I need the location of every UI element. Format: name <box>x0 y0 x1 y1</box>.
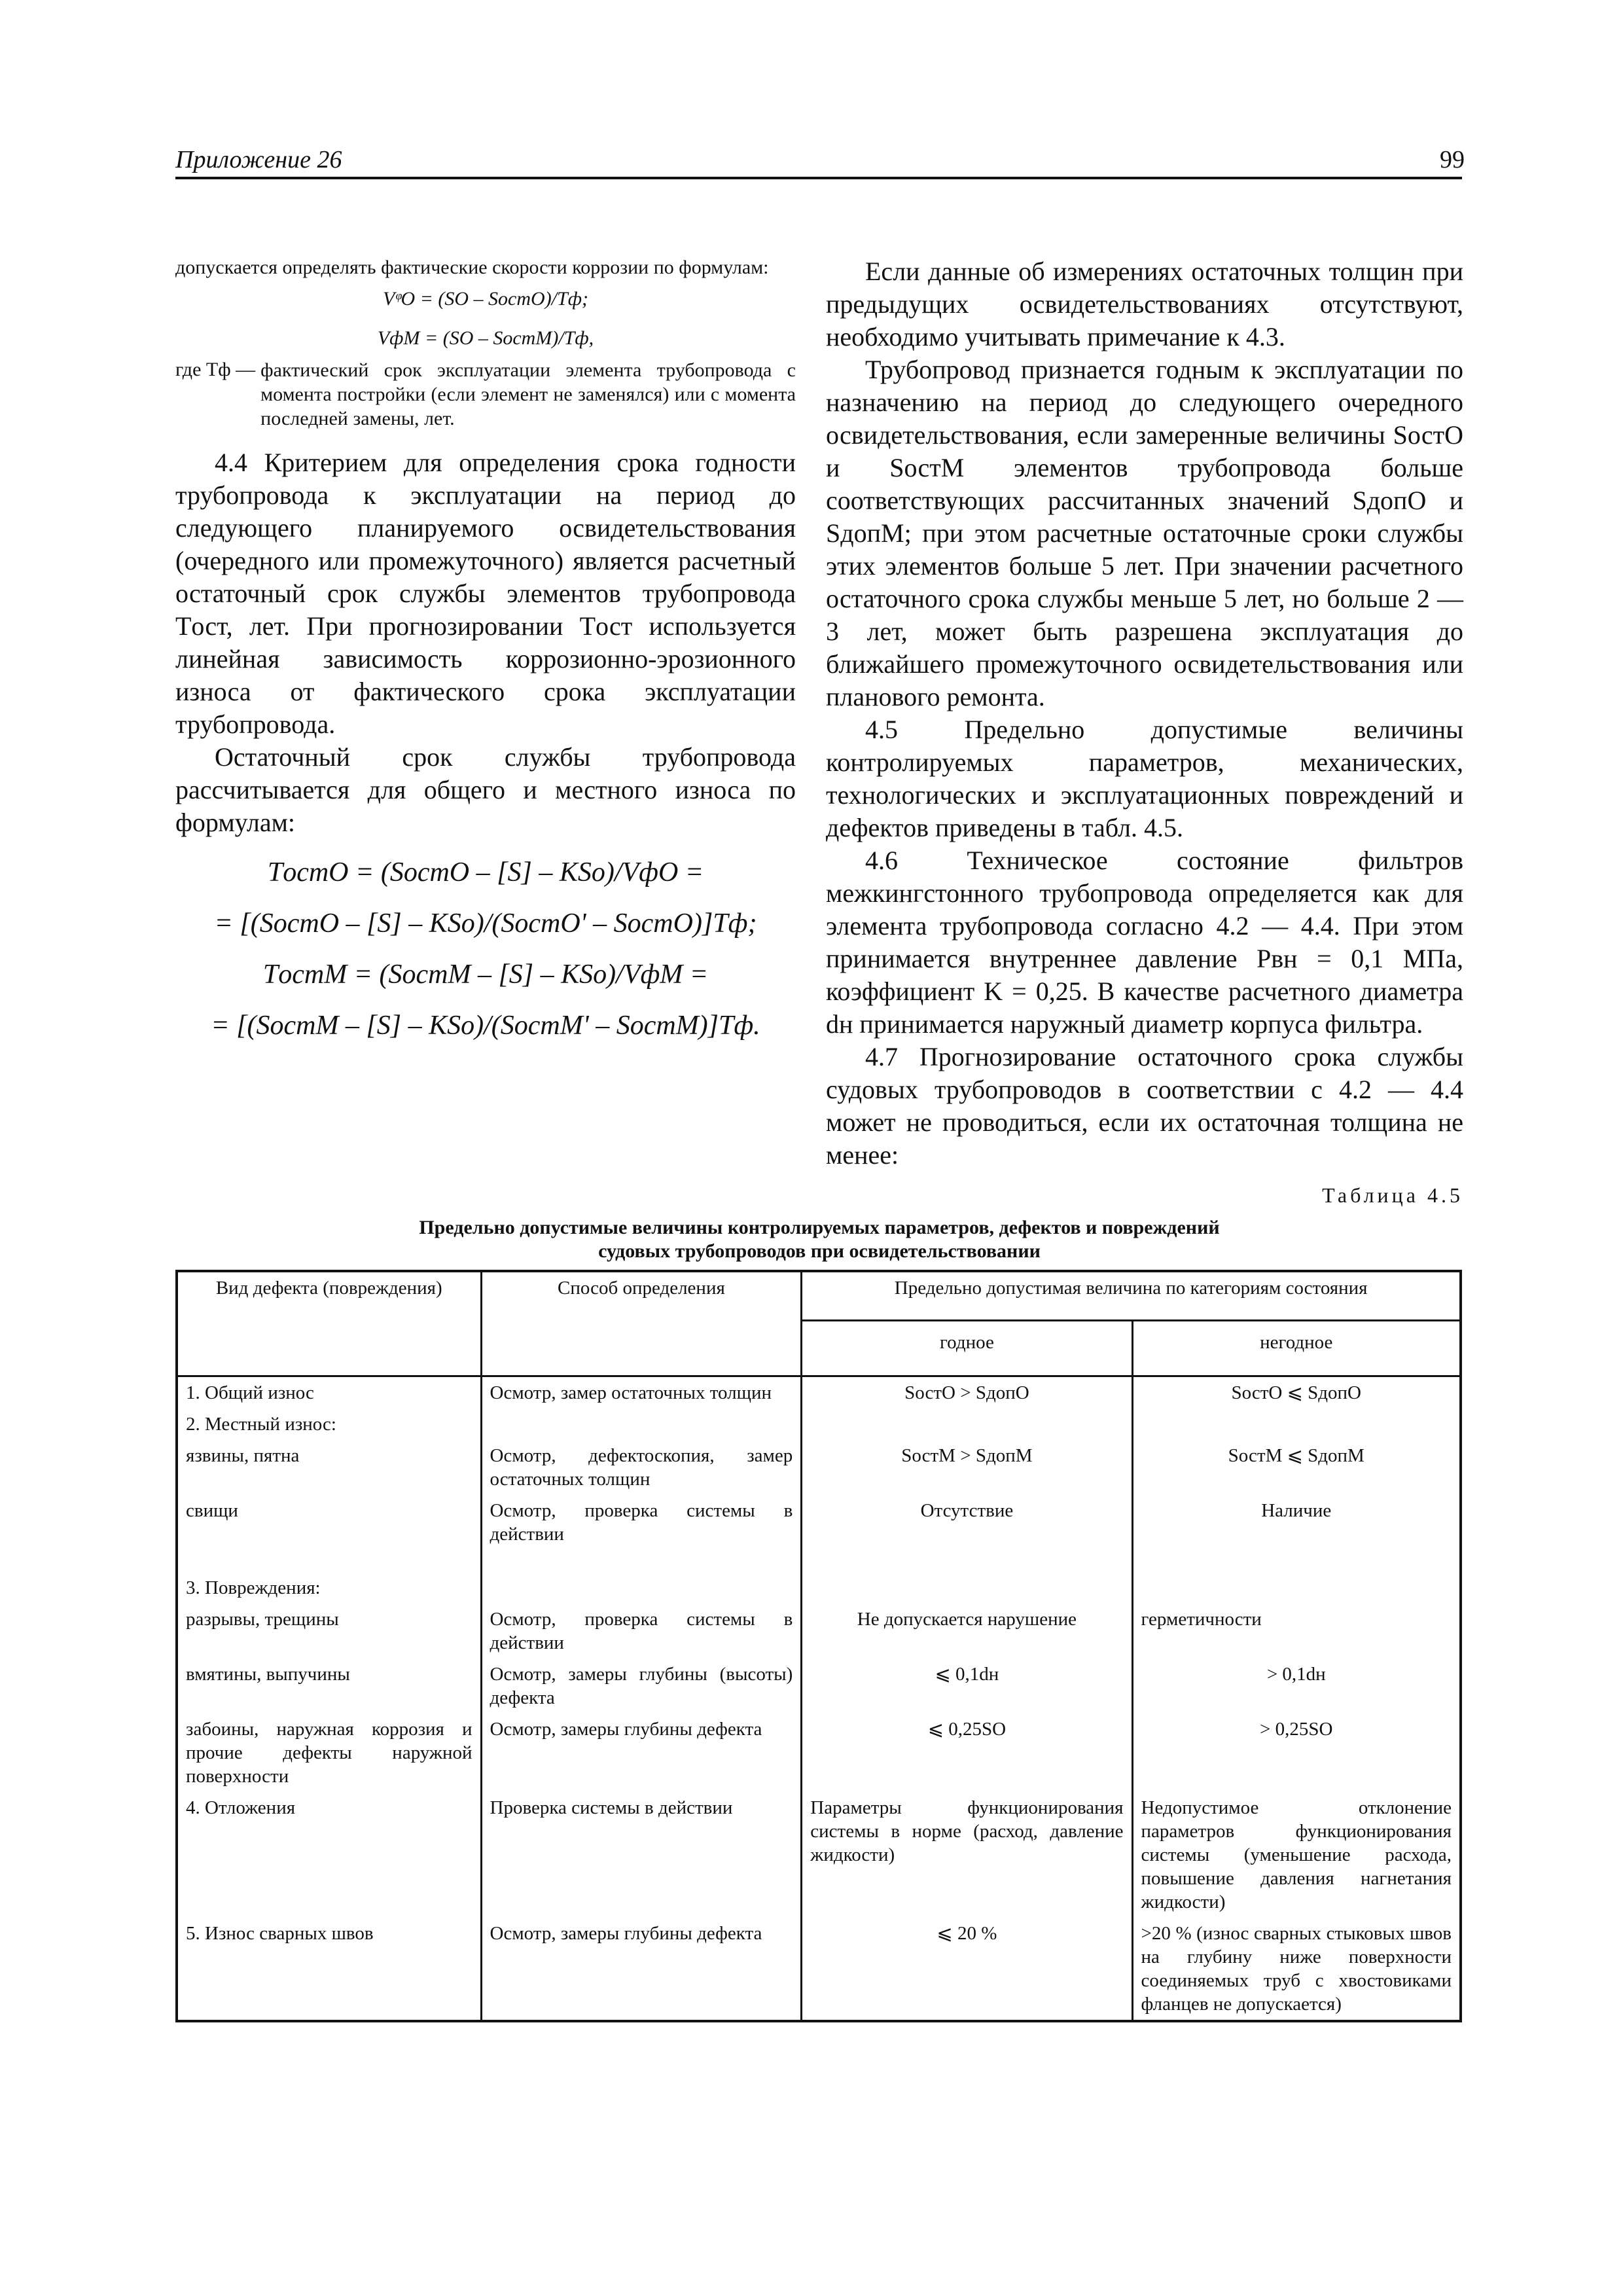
table-row <box>177 1408 1461 1440</box>
formula-residual-local-2: = [(SостM – [S] – KSо)/(SостM' – SостM)]Tф. <box>211 1011 760 1041</box>
cell-fit: SостO > SдопO <box>802 1376 1132 1409</box>
paragraph-4-4: 4.4 Критерием для определения срока годности трубопровода к эксплуатации на период до следующего планируемого освидетельствования (очередного или промежуточного) является расчетный остаточный срок службы элементов трубопровода Tост, лет. При прогнозировании Tост используется линейная зависимость коррозионно-эрозионного износа от фактического срока эксплуатации трубопровода. <box>175 448 796 739</box>
cell-fit: Параметры функционирования системы в норме (расход, давление жидкости) <box>802 1792 1132 1918</box>
table-row <box>177 1440 1461 1495</box>
cell-defect: 5. Износ сварных швов <box>177 1918 481 2021</box>
formula-residual-general-1: TостO = (SостO – [S] – KSо)/VфO = <box>267 857 704 888</box>
cell-unfit: > 0,25SO <box>1132 1713 1461 1792</box>
right-column <box>826 255 1463 1172</box>
cell-defect: забоины, наружная коррозия и прочие дефекты наружной поверхности <box>177 1713 481 1792</box>
header-unfit: негодное <box>1132 1321 1461 1376</box>
cell-defect: 2. Местный износ: <box>177 1408 481 1440</box>
paragraph-missing-data: Если данные об измерениях остаточных толщин при предыдущих освидетельствованиях отсутствуют, необходимо учитывать примечание к 4.3. <box>826 257 1463 351</box>
cell-method: Проверка системы в действии <box>481 1792 802 1918</box>
where-label: где Tф — <box>175 359 256 380</box>
cell-method <box>481 1408 802 1440</box>
header-fit: годное <box>802 1321 1132 1376</box>
table-number: Таблица 4.5 <box>1322 1183 1463 1207</box>
table-row <box>177 1495 1461 1550</box>
cell-fit: SостM > SдопM <box>802 1440 1132 1495</box>
cell-method <box>481 1550 802 1604</box>
paragraph-fitness: Трубопровод признается годным к эксплуатации по назначению на период до следующего очередного освидетельствования, если замеренные величины SостO и SостM элементов трубопровода больше соответствующих рассчитанных значений SдопO и SдопM; при этом расчетные остаточные сроки службы этих элементов больше 5 лет. При значении расчетного остаточного срока службы меньше 5 лет, но больше 2 — 3 лет, может быть разрешена эксплуатация до ближайшего промежуточного освидетельствования или планового ремонта. <box>826 355 1463 711</box>
header-limit: Предельно допустимая величина по категориям состояния <box>802 1271 1461 1321</box>
cell-fit: ⩽ 20 % <box>802 1918 1132 2021</box>
cell-fit: Не допускается нарушение <box>802 1604 1132 1659</box>
formula-residual-local-1: TостM = (SостM – [S] – KSо)/VфM = <box>262 960 709 990</box>
cell-fit: ⩽ 0,1dн <box>802 1659 1132 1713</box>
formula-corrosion-local: VфM = (SO – SостM)/Tф, <box>377 327 594 349</box>
cell-unfit: > 0,1dн <box>1132 1659 1461 1713</box>
header-defect-type: Вид дефекта (повреждения) <box>177 1271 481 1376</box>
cell-defect: свищи <box>177 1495 481 1550</box>
where-text: фактический срок эксплуатации элемента трубопровода с момента постройки (если элемент не заменялся) или с момента последней замены, лет. <box>260 359 796 429</box>
cell-fit: ⩽ 0,25SO <box>802 1713 1132 1792</box>
header-method: Способ определения <box>481 1271 802 1376</box>
cell-fit <box>802 1408 1132 1440</box>
cell-method: Осмотр, замеры глубины дефекта <box>481 1918 802 2021</box>
cell-method: Осмотр, замер остаточных толщин <box>481 1376 802 1409</box>
cell-defect: вмятины, выпучины <box>177 1659 481 1713</box>
where-explanation <box>175 358 796 431</box>
cell-unfit: SостO ⩽ SдопO <box>1132 1376 1461 1409</box>
paragraph-4-7: 4.7 Прогнозирование остаточного срока службы судовых трубопроводов в соответствии с 4.2 — 4.4 может не проводиться, если их остаточная толщина не менее: <box>826 1042 1463 1170</box>
table-row <box>177 1713 1461 1792</box>
table-row <box>177 1604 1461 1659</box>
table-caption-line-2: судовых трубопроводов при освидетельствовании <box>598 1240 1041 1262</box>
table-row <box>177 1659 1461 1713</box>
cell-unfit: Наличие <box>1132 1495 1461 1550</box>
cell-unfit: SостM ⩽ SдопM <box>1132 1440 1461 1495</box>
paragraph-4-5: 4.5 Предельно допустимые величины контролируемых параметров, механических, технологических и эксплуатационных повреждений и дефектов приведены в табл. 4.5. <box>826 715 1463 842</box>
paragraph-residual-life: Остаточный срок службы трубопровода рассчитывается для общего и местного износа по формулам: <box>175 742 796 837</box>
cell-method: Осмотр, дефектоскопия, замер остаточных толщин <box>481 1440 802 1495</box>
cell-fit: Отсутствие <box>802 1495 1132 1550</box>
cell-unfit: герметичности <box>1132 1604 1461 1659</box>
cell-method: Осмотр, замеры глубины дефекта <box>481 1713 802 1792</box>
running-header-title: Приложение 26 <box>175 146 342 173</box>
page-number: 99 <box>1440 146 1465 173</box>
table-row <box>177 1550 1461 1604</box>
cell-method: Осмотр, проверка системы в действии <box>481 1604 802 1659</box>
header-rule <box>175 177 1462 179</box>
defects-table <box>175 1270 1462 2022</box>
cell-unfit <box>1132 1408 1461 1440</box>
cell-method: Осмотр, замеры глубины (высоты) дефекта <box>481 1659 802 1713</box>
cell-method: Осмотр, проверка системы в действии <box>481 1495 802 1550</box>
formula-residual-general-2: = [(SостO – [S] – KSо)/(SостO' – SостO)]Tф; <box>214 908 757 939</box>
formula-corrosion-general: VᵠO = (SO – SостO)/Tф; <box>383 288 588 310</box>
table-row <box>177 1376 1461 1409</box>
cell-fit <box>802 1550 1132 1604</box>
cell-defect: 4. Отложения <box>177 1792 481 1918</box>
cell-unfit: Недопустимое отклонение параметров функционирования системы (уменьшение расхода, повышение давления нагнетания жидкости) <box>1132 1792 1461 1918</box>
table-row <box>177 1918 1461 2021</box>
cell-defect: 3. Повреждения: <box>177 1550 481 1604</box>
cell-defect: язвины, пятна <box>177 1440 481 1495</box>
cell-defect: 1. Общий износ <box>177 1376 481 1409</box>
intro-text: допускается определять фактические скорости коррозии по формулам: <box>175 257 769 278</box>
cell-unfit <box>1132 1550 1461 1604</box>
cell-defect: разрывы, трещины <box>177 1604 481 1659</box>
table-caption <box>175 1216 1463 1263</box>
table-caption-line-1: Предельно допустимые величины контролируемых параметров, дефектов и повреждений <box>419 1217 1220 1238</box>
left-column <box>175 255 796 1059</box>
paragraph-4-6: 4.6 Техническое состояние фильтров межкингстонного трубопровода определяется как для элемента трубопровода согласно 4.2 — 4.4. При этом принимается внутреннее давление Pвн = 0,1 МПа, коэффициент K = 0,25. В качестве расчетного диаметра dн принимается наружный диаметр корпуса фильтра. <box>826 846 1463 1039</box>
table-row <box>177 1792 1461 1918</box>
cell-unfit: >20 % (износ сварных стыковых швов на глубину ниже поверхности соединяемых труб с хвостовиками фланцев не допускается) <box>1132 1918 1461 2021</box>
